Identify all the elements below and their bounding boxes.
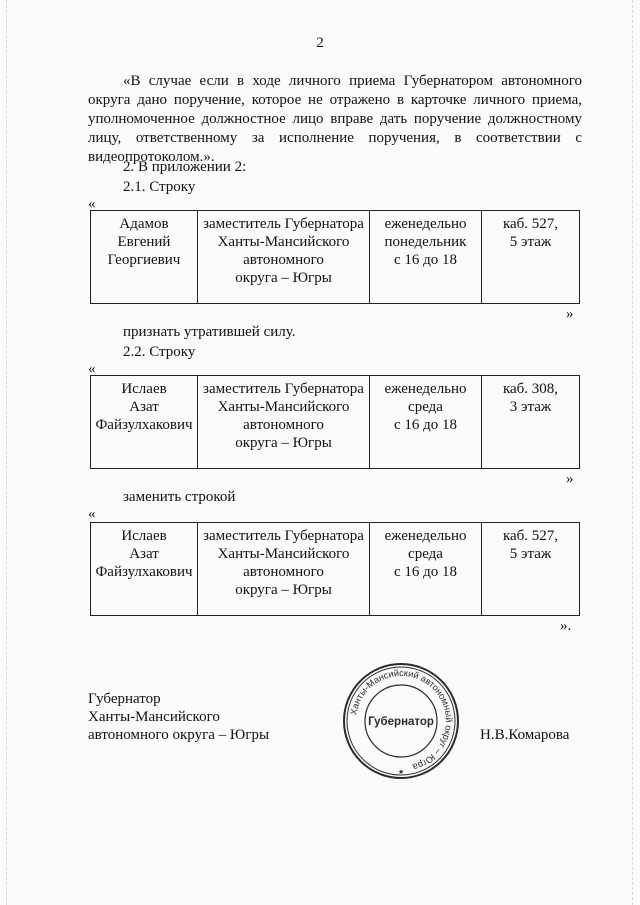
close-quote-final: ». — [560, 618, 572, 634]
seal-ring-text: Ханты-Мансийский автономный округ – Югра — [348, 667, 455, 773]
seal-star-icon: ★ — [397, 768, 405, 776]
paragraph-line: округа дано поручение, которое не отражено в карточке личного приема, — [88, 92, 582, 108]
close-quote: » — [566, 306, 574, 322]
cell-schedule: еженедельно среда с 16 до 18 — [370, 376, 482, 469]
open-quote: « — [88, 361, 96, 377]
close-quote: » — [566, 471, 574, 487]
scan-edge-right — [632, 0, 634, 905]
cell-schedule: еженедельно понедельник с 16 до 18 — [370, 211, 482, 304]
signature-title-line: автономного округа – Югры — [88, 727, 270, 743]
cell-schedule: еженедельно среда с 16 до 18 — [370, 523, 482, 616]
cell-name: Ислаев Азат Файзулхакович — [91, 376, 198, 469]
page-number: 2 — [316, 35, 324, 51]
item-2-1-heading: 2.1. Строку — [123, 179, 196, 195]
cell-office: каб. 527, 5 этаж — [482, 211, 580, 304]
paragraph-line: уполномоченное должностное лицо вправе дать поручение должностному — [88, 111, 582, 127]
open-quote: « — [88, 506, 96, 522]
open-quote: « — [88, 196, 96, 212]
paragraph-line: «В случае если в ходе личного приема Губернатором автономного — [123, 73, 582, 89]
paragraph-line: видеопротоколом.». — [88, 149, 215, 165]
scan-edge-left — [6, 0, 8, 905]
cell-name: Адамов Евгений Георгиевич — [91, 211, 198, 304]
signature-name: Н.В.Комарова — [480, 727, 570, 743]
intro-paragraph — [88, 72, 582, 167]
signature-title-line: Губернатор — [88, 691, 161, 707]
cell-name: Ислаев Азат Файзулхакович — [91, 523, 198, 616]
signature-title-line: Ханты-Мансийского — [88, 709, 220, 725]
item-2-heading: 2. В приложении 2: — [123, 159, 247, 175]
table-row-islaev-new — [90, 522, 580, 616]
cell-office: каб. 527, 5 этаж — [482, 523, 580, 616]
table-row-adamov — [90, 210, 580, 304]
after-table-2-text: заменить строкой — [123, 489, 236, 505]
item-2-2-heading: 2.2. Строку — [123, 344, 196, 360]
cell-position: заместитель Губернатора Ханты-Мансийского автономного округа – Югры — [198, 211, 370, 304]
official-seal — [341, 661, 461, 781]
table-row-islaev-old — [90, 375, 580, 469]
paragraph-line: лицу, ответственному за исполнение поручения, в соответствии с — [88, 130, 582, 146]
cell-position: заместитель Губернатора Ханты-Мансийского автономного округа – Югры — [198, 376, 370, 469]
cell-office: каб. 308, 3 этаж — [482, 376, 580, 469]
seal-center-text: Губернатор — [368, 716, 434, 728]
after-table-1-text: признать утратившей силу. — [123, 324, 296, 340]
cell-position: заместитель Губернатора Ханты-Мансийского автономного округа – Югры — [198, 523, 370, 616]
